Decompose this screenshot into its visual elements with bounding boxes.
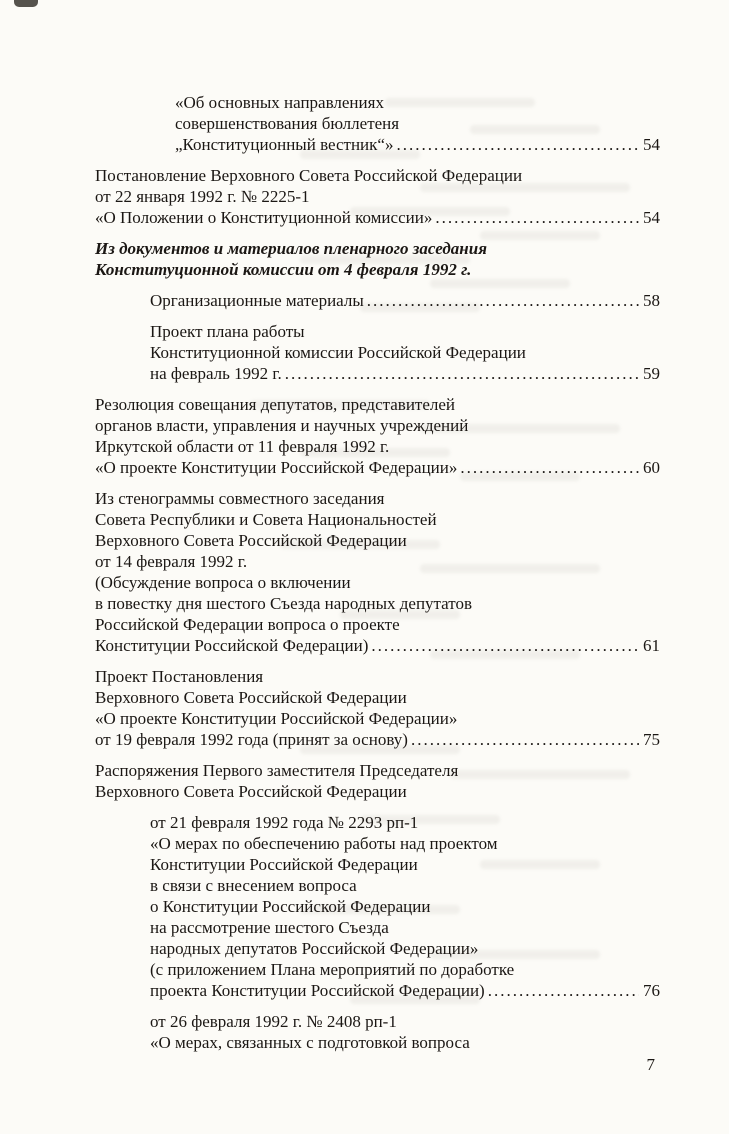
toc-page-ref: 58 (643, 291, 660, 310)
toc-line: от 14 февраля 1992 г. (95, 552, 248, 571)
toc-line: Верховного Совета Российской Федерации (95, 688, 407, 707)
toc-line-text: «О Положении о Конституционной комиссии» (95, 208, 433, 227)
toc-entry (95, 92, 660, 155)
toc-page-ref: 54 (643, 208, 660, 227)
dot-leader (411, 729, 639, 750)
toc-page-ref: 61 (643, 636, 660, 655)
toc-line: совершенствования бюллетеня (175, 114, 400, 133)
toc-line-text: „Конституционный вестник“» (175, 135, 394, 154)
toc-page-ref: 75 (643, 730, 660, 749)
toc-line (150, 980, 660, 1001)
toc-line-text: Организационные материалы (150, 291, 364, 310)
toc-line: «О проекте Конституции Российской Федерации» (95, 709, 458, 728)
toc-entry (95, 394, 660, 478)
toc-line: Резолюция совещания депутатов, представителей (95, 395, 456, 414)
toc-line: Иркутской области от 11 февраля 1992 г. (95, 437, 390, 456)
dot-leader (435, 207, 639, 228)
toc-line: от 22 января 1992 г. № 2225-1 (95, 187, 310, 206)
toc-line: в связи с внесением вопроса (150, 876, 357, 895)
toc-page-ref: 76 (643, 981, 660, 1000)
toc-line: о Конституции Российской Федерации (150, 897, 431, 916)
toc-line: Верховного Совета Российской Федерации (95, 531, 407, 550)
dot-leader (371, 635, 639, 656)
toc-entry (95, 1011, 660, 1053)
toc-line (95, 207, 660, 228)
toc-page-ref: 54 (643, 135, 660, 154)
toc-line-text: на февраль 1992 г. (150, 364, 282, 383)
toc-line: Верховного Совета Российской Федерации (95, 782, 407, 801)
table-of-contents (95, 92, 660, 1063)
toc-line-text: от 19 февраля 1992 года (принят за основу) (95, 730, 408, 749)
toc-line: народных депутатов Российской Федерации» (150, 939, 479, 958)
toc-entry (95, 238, 660, 280)
toc-line: Из документов и материалов пленарного заседания (95, 239, 487, 258)
toc-line: «О мерах по обеспечению работы над проектом (150, 834, 498, 853)
toc-entry (95, 165, 660, 228)
toc-line: от 21 февраля 1992 года № 2293 рп-1 (150, 813, 419, 832)
toc-entry (95, 488, 660, 656)
toc-line: от 26 февраля 1992 г. № 2408 рп-1 (150, 1012, 397, 1031)
dot-leader (460, 457, 639, 478)
toc-line: Распоряжения Первого заместителя Председателя (95, 761, 459, 780)
toc-line (175, 134, 660, 155)
toc-line: Из стенограммы совместного заседания (95, 489, 385, 508)
toc-entry (95, 290, 660, 311)
dot-leader (488, 980, 639, 1001)
toc-line (95, 635, 660, 656)
dot-leader (396, 134, 639, 155)
toc-line: Постановление Верховного Совета Российской Федерации (95, 166, 523, 185)
toc-line: Конституционной комиссии от 4 февраля 1992 г. (95, 260, 472, 279)
toc-entry (95, 321, 660, 384)
toc-line: «О мерах, связанных с подготовкой вопроса (150, 1033, 470, 1052)
toc-line (150, 363, 660, 384)
toc-line: на рассмотрение шестого Съезда (150, 918, 389, 937)
toc-line: «Об основных направлениях (175, 93, 384, 112)
dot-leader (285, 363, 639, 384)
toc-page-ref: 60 (643, 458, 660, 477)
toc-line (150, 290, 660, 311)
toc-line: в повестку дня шестого Съезда народных депутатов (95, 594, 473, 613)
toc-line: органов власти, управления и научных учреждений (95, 416, 469, 435)
toc-entry (95, 666, 660, 750)
toc-line: Проект плана работы (150, 322, 305, 341)
toc-line-text: «О проекте Конституции Российской Федерации» (95, 458, 458, 477)
toc-line: Конституционной комиссии Российской Федерации (150, 343, 526, 362)
toc-line: Совета Республики и Совета Национальностей (95, 510, 437, 529)
toc-line (95, 457, 660, 478)
toc-line-text: Конституции Российской Федерации) (95, 636, 369, 655)
toc-line: (с приложением Плана мероприятий по доработке (150, 960, 515, 979)
toc-line (95, 729, 660, 750)
toc-line: (Обсуждение вопроса о включении (95, 573, 351, 592)
toc-entry (95, 812, 660, 1001)
toc-entry (95, 760, 660, 802)
scan-artifact (14, 0, 38, 7)
toc-page-ref: 59 (643, 364, 660, 383)
toc-line-text: проекта Конституции Российской Федерации) (150, 981, 485, 1000)
page-number: 7 (646, 1055, 655, 1074)
toc-line: Проект Постановления (95, 667, 264, 686)
toc-line: Российской Федерации вопроса о проекте (95, 615, 400, 634)
toc-line: Конституции Российской Федерации (150, 855, 418, 874)
dot-leader (367, 290, 639, 311)
